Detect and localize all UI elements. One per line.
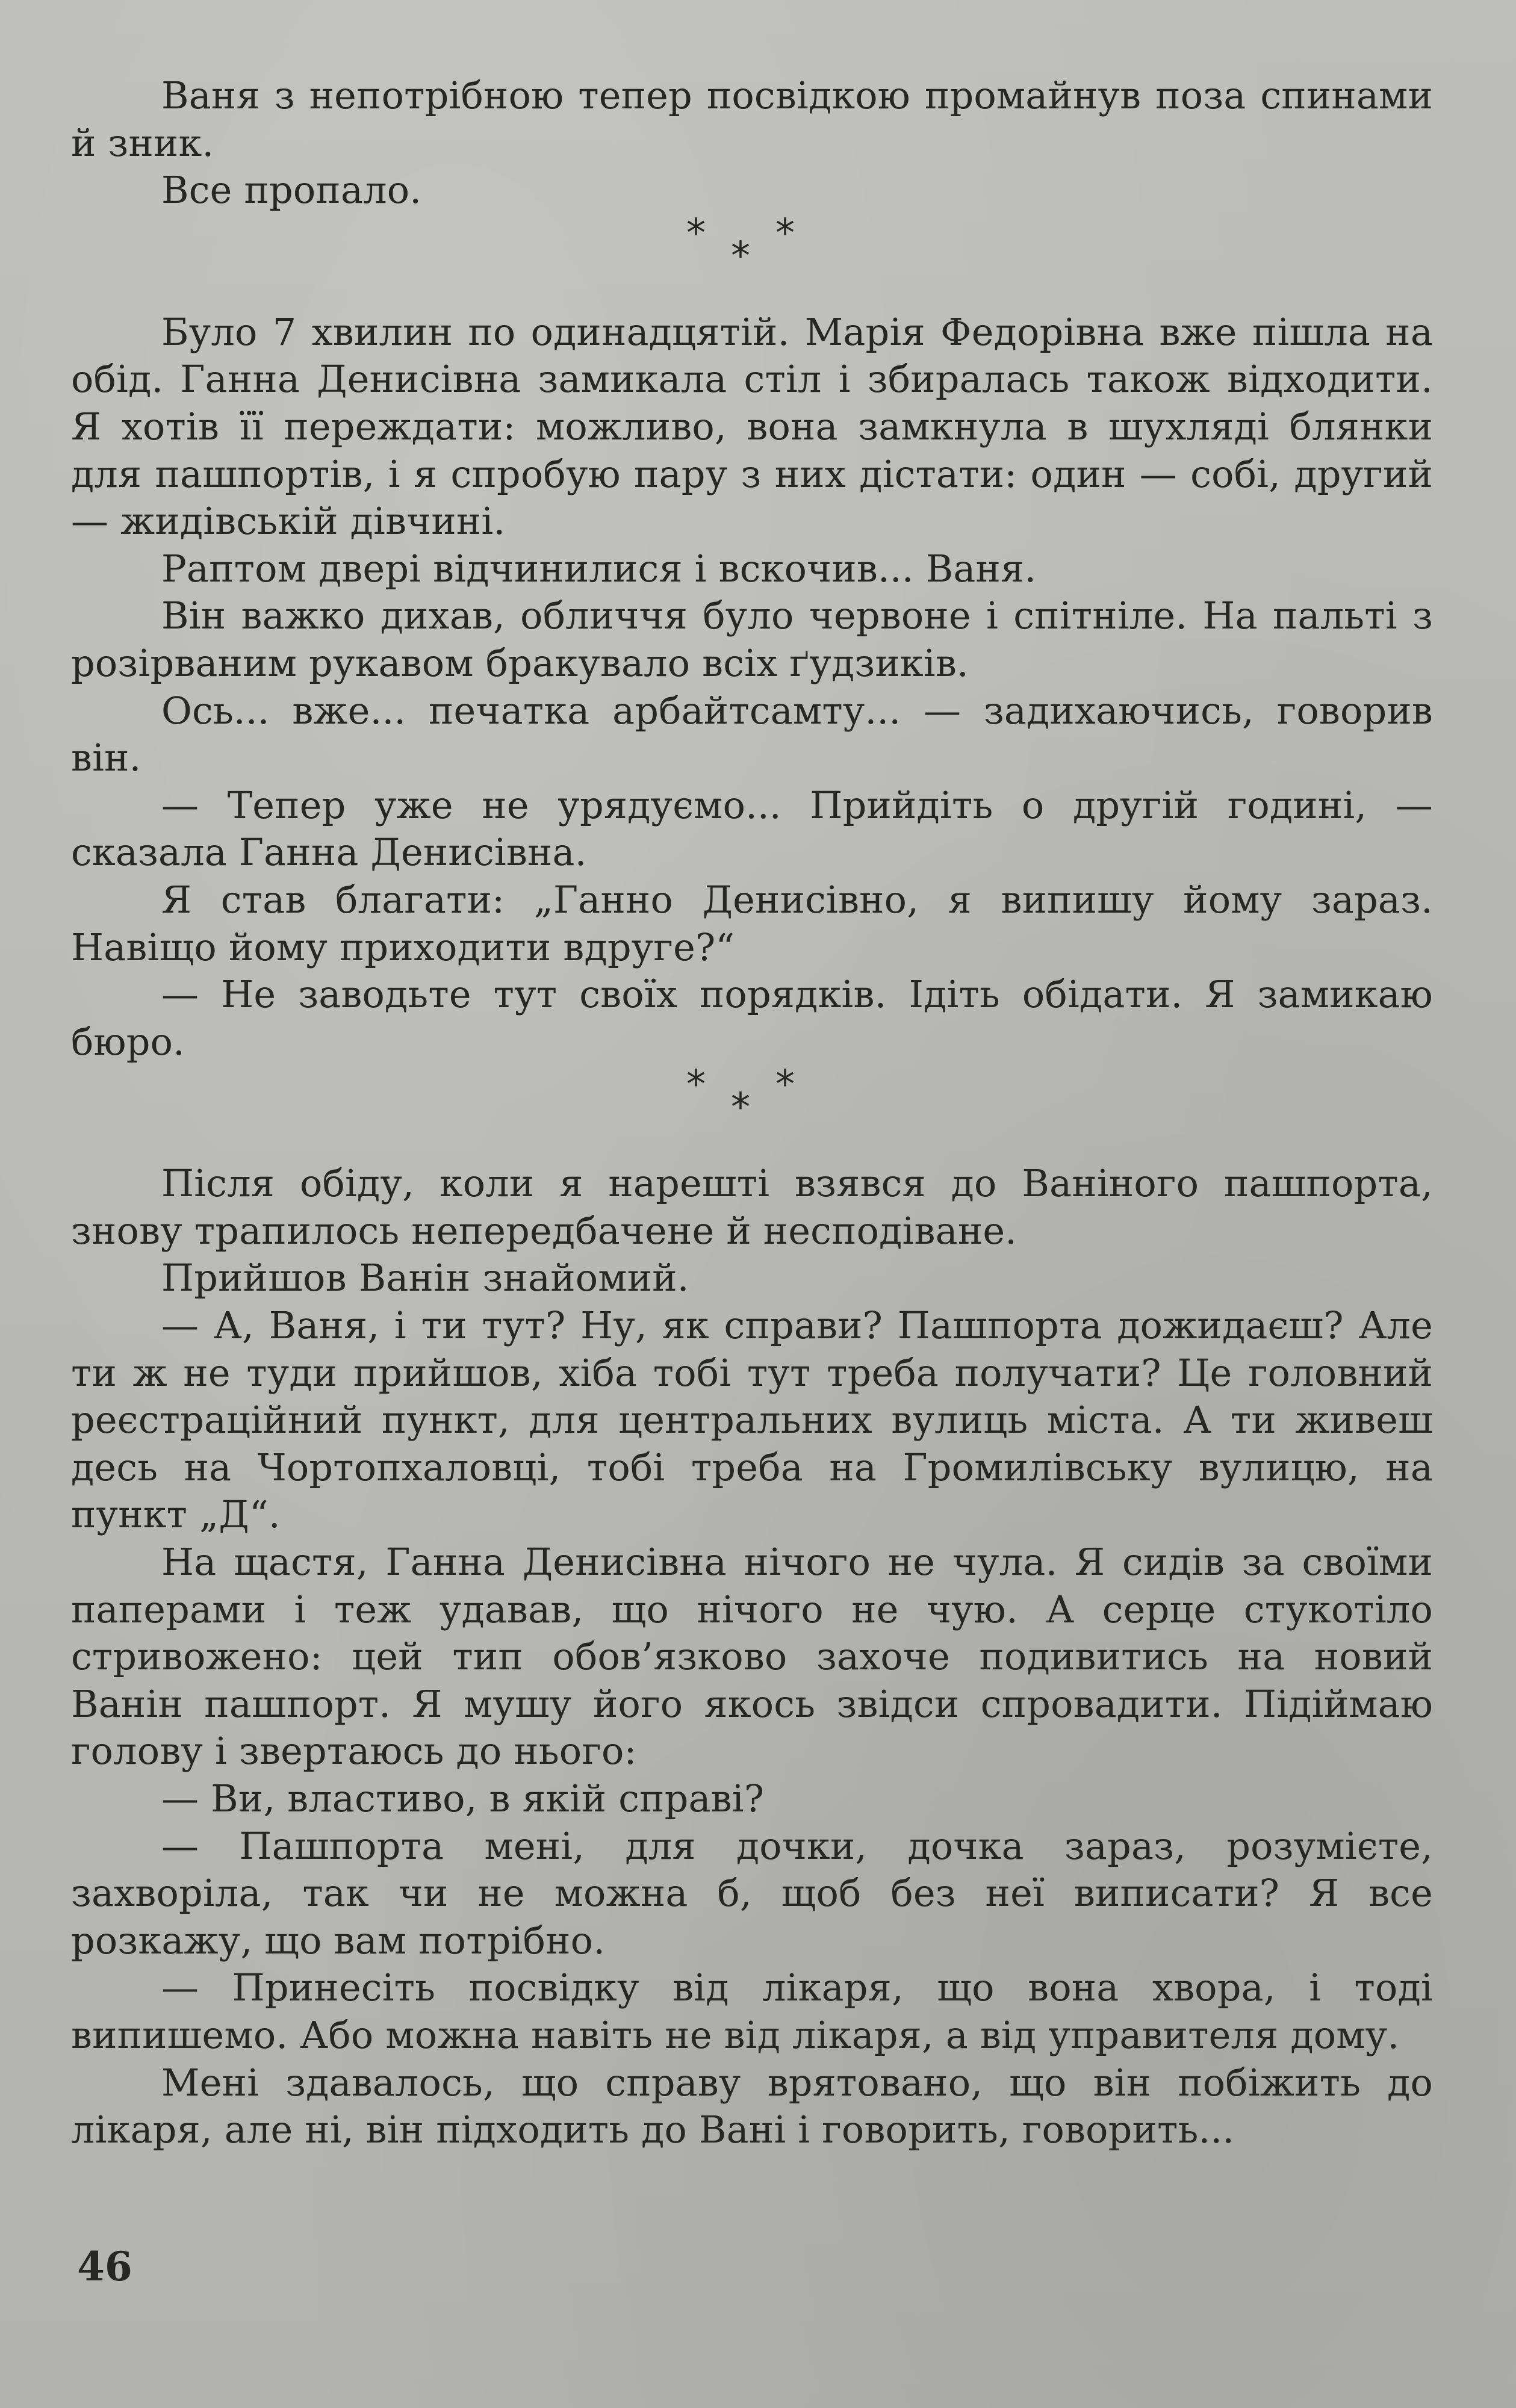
paragraph: Ось... вже... печатка арбайтсамту... — задихаючись, говорив він. (71, 688, 1433, 780)
paragraph: — Ви, властиво, в якій справі? (161, 1777, 765, 1820)
paragraph: Було 7 хвилин по одинадцятій. Марія Федорівна вже пішла на обід. Ганна Денисівна замикала стіл і збиралась також відходити. Я хотів її переждати: можливо, вона замкнула в шухляді блянки для пашпортів, і я спробую пару з них дістати: один — собі, другий — жидівській дівчині. (71, 309, 1433, 544)
separator-asterisk: * (775, 211, 795, 256)
paragraph: — Пашпорта мені, для дочки, дочка зараз, розумієте, захворіла, так чи не можна б, щоб без неї виписати? Я все розкажу, що вам потрібно. (71, 1823, 1433, 1963)
paragraph: На щастя, Ганна Денисівна нічого не чула. Я сидів за своїми паперами і теж удавав, що нічого не чую. А серце стукотіло стривожено: цей тип обов’язково захоче подивитись на новий Ванін пашпорт. Я мушу його якось звідси спровадити. Підіймаю голову і звертаюсь до нього: (71, 1540, 1433, 1773)
paragraph: — Не заводьте тут своїх порядків. Ідіть обідати. Я замикаю бюро. (71, 972, 1433, 1064)
paragraph: Він важко дихав, обличчя було червоне і спітніле. На пальті з розірваним рукавом бракувало всіх ґудзиків. (71, 594, 1433, 685)
page-number: 46 (77, 2243, 132, 2290)
paragraph: — А, Ваня, і ти тут? Ну, як справи? Пашпорта дожидаєш? Але ти ж не туди прийшов, хіба тобі тут треба получати? Це головний реєстраційний пункт, для центральних вулиць міста. А ти живеш десь на Чортопхаловці, тобі треба на Громилівську вулицю, на пункт „Д“. (71, 1303, 1433, 1537)
page-text (71, 72, 1433, 2154)
paragraph: — Принесіть посвідку від лікаря, що вона хвора, і тоді випишемо. Або можна навіть не від лікаря, а від управителя дому. (71, 1966, 1433, 2057)
section-separator (71, 211, 1433, 309)
paragraph: Мені здавалось, що справу врятовано, що він побіжить до лікаря, але ні, він підходить до Вані і говорить, говорить... (71, 2060, 1433, 2152)
paragraph: — Тепер уже не урядуємо... Прийдіть о другій годині, — сказала Ганна Денисівна. (71, 783, 1433, 875)
paragraph: Я став благати: „Ганно Денисівно, я випишу йому зараз. Навіщо йому приходити вдруге?“ (71, 877, 1433, 969)
paragraph: Все пропало. (161, 168, 422, 213)
paragraph: Раптом двері відчинилися і вскочив... Ваня. (161, 546, 1037, 591)
separator-asterisk: * (731, 1085, 751, 1131)
separator-asterisk: * (686, 211, 706, 256)
separator-asterisk: * (775, 1063, 795, 1108)
separator-asterisk: * (731, 234, 751, 279)
paragraph: Після обіду, коли я нарешті взявся до Ваніного пашпорта, знову трапилось непередбачене й несподіване. (71, 1161, 1433, 1253)
paragraph: Ваня з непотрібною тепер посвідкою промайнув поза спинами й зник. (71, 73, 1433, 165)
section-separator (71, 1063, 1433, 1160)
separator-asterisk: * (686, 1063, 706, 1108)
paragraph: Прийшов Ванін знайомий. (161, 1256, 689, 1300)
